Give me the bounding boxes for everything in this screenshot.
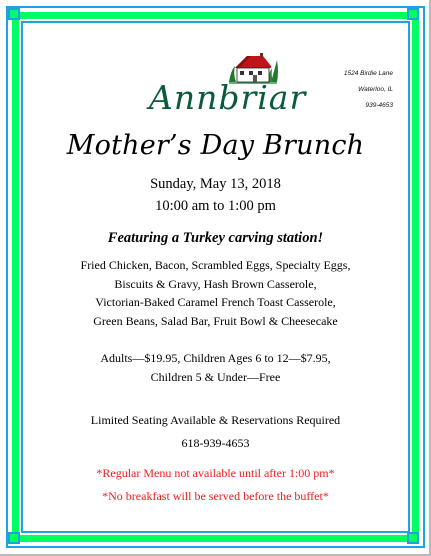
menu-line: Biscuits & Gravy, Hash Brown Casserole,	[114, 276, 317, 291]
price-line: Adults—$19.95, Children Ages 6 to 12—$7.95,	[100, 351, 331, 365]
address-phone: 939-4653	[365, 102, 393, 109]
address-city: Waterloo, IL	[358, 86, 393, 93]
menu-line: Fried Chicken, Bacon, Scrambled Eggs, Specialty Eggs,	[80, 258, 351, 272]
flyer-content	[24, 24, 407, 530]
regular-menu-note: *Regular Menu not available until after 1:00 pm*	[96, 466, 335, 480]
event-time: 10:00 am to 1:00 pm	[155, 198, 276, 214]
event-title: Mother’s Day Brunch	[66, 130, 365, 161]
annbriar-logo	[149, 52, 307, 122]
featured-item: Featuring a Turkey carving station!	[107, 230, 324, 246]
logo-wordmark: Annbriar	[149, 78, 307, 117]
breakfast-note: *No breakfast will be served before the buffet*	[102, 489, 329, 503]
pricing	[24, 349, 407, 386]
price-line: Children 5 & Under—Free	[150, 369, 281, 384]
menu-line: Green Beans, Salad Bar, Fruit Bowl & Cheesecake	[93, 313, 338, 328]
menu-list	[24, 256, 407, 330]
corner-square-top-right	[407, 8, 419, 20]
address-block	[321, 66, 393, 114]
address-street: 1524 Birdie Lane	[343, 70, 393, 77]
corner-square-bottom-right	[407, 532, 419, 544]
event-date: Sunday, May 13, 2018	[150, 176, 281, 192]
reservation-phone: 618-939-4653	[181, 436, 250, 450]
corner-square-bottom-left	[8, 532, 20, 544]
corner-square-top-left	[8, 8, 20, 20]
seating-notice: Limited Seating Available & Reservations Required	[90, 413, 341, 427]
menu-line: Victorian-Baked Caramel French Toast Casserole,	[95, 295, 336, 309]
